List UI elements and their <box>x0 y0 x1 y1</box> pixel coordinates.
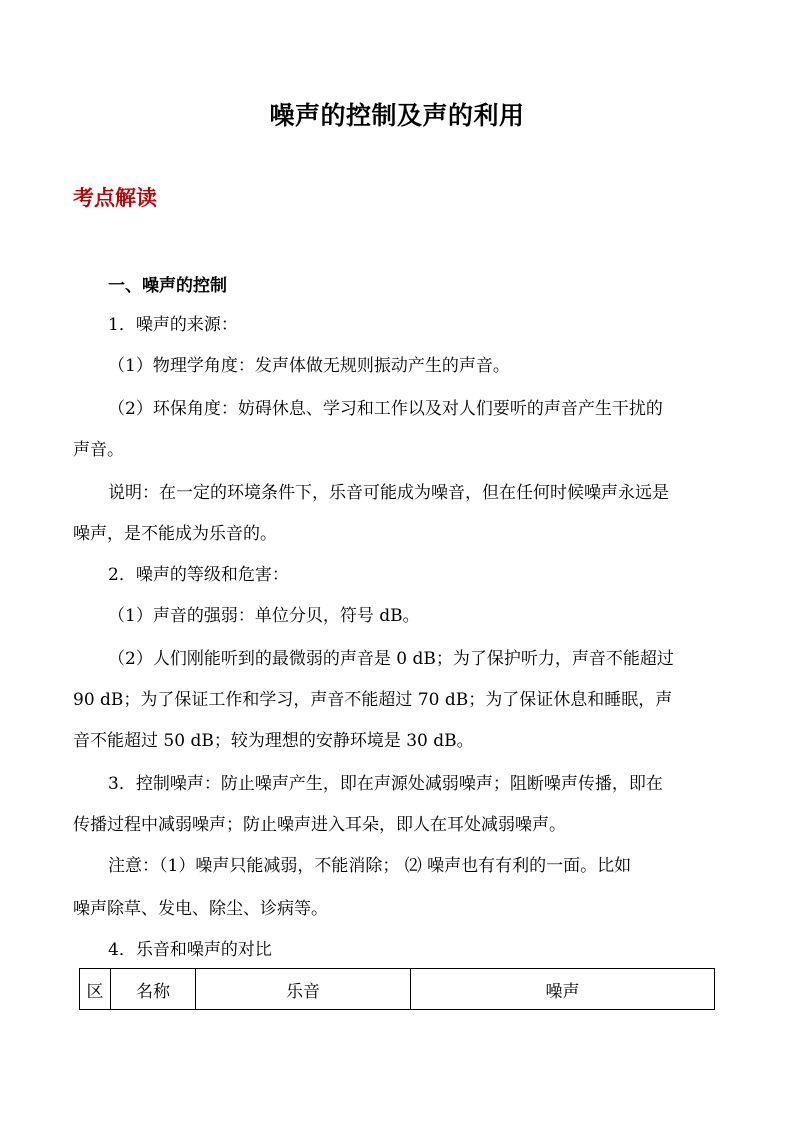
paragraph-line: 噪声除草、发电、除尘、诊病等。 <box>73 899 328 919</box>
paragraph-line: 噪声，是不能成为乐音的。 <box>73 524 277 544</box>
paragraph-line: （2）环保角度：妨碍休息、学习和工作以及对人们要听的声音产生干扰的 <box>108 399 663 419</box>
comparison-table <box>79 968 715 1010</box>
paragraph-line: 声音。 <box>73 440 124 460</box>
paragraph-line: 3．控制噪声：防止噪声产生，即在声源处减弱噪声；阻断噪声传播，即在 <box>108 774 663 794</box>
paragraph-line: 4．乐音和噪声的对比 <box>108 940 272 960</box>
table-header-cell: 乐音 <box>196 969 411 1010</box>
table-header-cell: 名称 <box>111 969 196 1010</box>
subheading-noise-control: 一、噪声的控制 <box>108 276 227 296</box>
table-header-cell: 区 <box>80 969 111 1010</box>
paragraph-line: 注意：（1）噪声只能减弱，不能消除； ⑵ 噪声也有有利的一面。比如 <box>108 856 632 876</box>
paragraph-line: 2．噪声的等级和危害： <box>108 565 289 585</box>
table-header-cell: 噪声 <box>411 969 715 1010</box>
paragraph-line: （1）声音的强弱：单位分贝，符号 dB。 <box>108 606 420 626</box>
paragraph-line: 传播过程中减弱噪声；防止噪声进入耳朵，即人在耳处减弱噪声。 <box>73 815 566 835</box>
paragraph-line: 1．噪声的来源： <box>108 315 238 335</box>
section-heading: 考点解读 <box>73 185 157 210</box>
paragraph-line: （2）人们刚能听到的最微弱的声音是 0 dB；为了保护听力，声音不能超过 <box>108 649 674 669</box>
paragraph-line: （1）物理学角度：发声体做无规则振动产生的声音。 <box>108 356 510 376</box>
document-title: 噪声的控制及声的利用 <box>269 101 525 130</box>
table-header-row <box>80 969 715 1010</box>
paragraph-line: 说明：在一定的环境条件下，乐音可能成为噪音，但在任何时候噪声永远是 <box>108 483 669 503</box>
paragraph-line: 90 dB；为了保证工作和学习，声音不能超过 70 dB；为了保证休息和睡眠，声 <box>73 690 673 710</box>
paragraph-line: 音不能超过 50 dB；较为理想的安静环境是 30 dB。 <box>73 731 474 751</box>
